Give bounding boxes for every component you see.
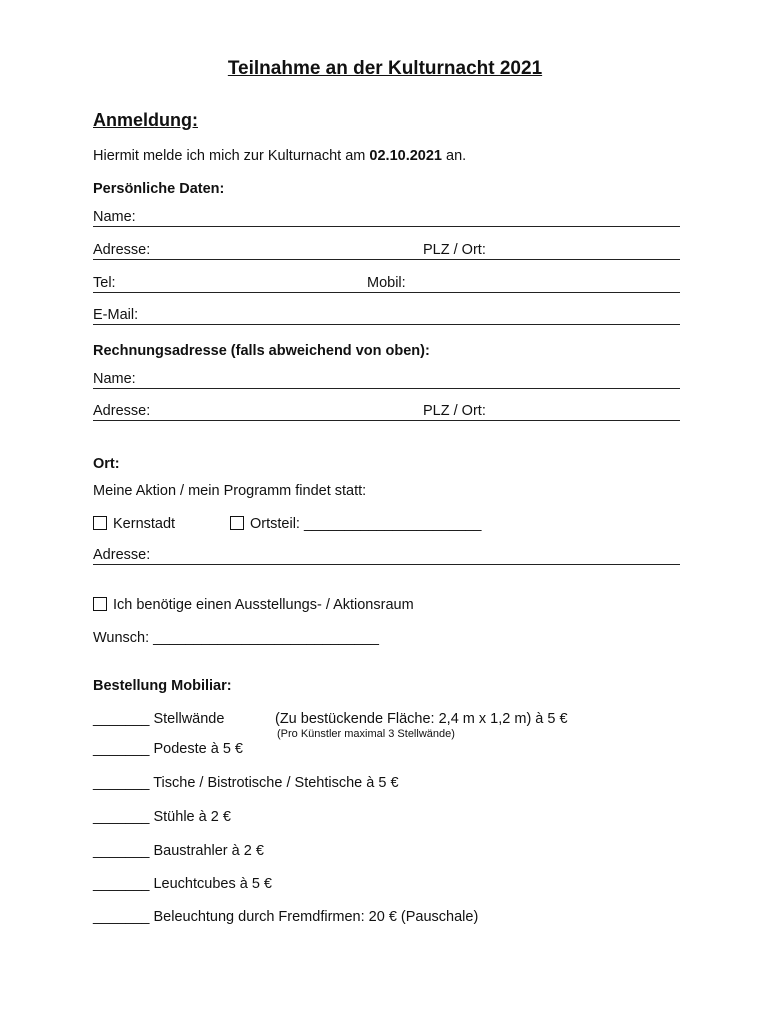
furniture-item-label: Stühle à 2 €	[153, 809, 231, 825]
intro-before: Hiermit melde ich mich zur Kulturnacht am	[93, 148, 370, 164]
quantity-blank[interactable]: _______	[93, 843, 150, 859]
personal-tel-label: Tel:	[93, 275, 116, 291]
furniture-item-label: Beleuchtung durch Fremdfirmen: 20 € (Pauschale)	[153, 909, 479, 925]
furniture-row-stuehle	[93, 809, 231, 825]
furniture-row-beleuchtung	[93, 909, 478, 925]
quantity-blank[interactable]: _______	[93, 876, 150, 892]
intro-after: an.	[441, 148, 467, 164]
intro-text	[93, 148, 466, 164]
section-heading-furniture: Bestellung Mobiliar:	[93, 678, 232, 694]
furniture-row-stellwaende	[93, 711, 224, 727]
page-title: Teilnahme an der Kulturnacht 2021	[227, 58, 543, 79]
room-label: Ich benötige einen Ausstellungs- / Aktionsraum	[113, 597, 414, 613]
quantity-blank[interactable]: _______	[93, 909, 150, 925]
ortsteil-option[interactable]	[230, 516, 481, 532]
furniture-row-podeste	[93, 741, 243, 757]
quantity-blank[interactable]: _______	[93, 775, 150, 791]
billing-address-label: Adresse:	[93, 403, 151, 419]
kernstadt-label: Kernstadt	[113, 516, 176, 532]
furniture-row-leuchtcubes	[93, 876, 272, 892]
personal-email-label: E-Mail:	[93, 307, 139, 323]
personal-plz-label: PLZ / Ort:	[423, 242, 486, 258]
personal-name-label: Name:	[93, 209, 136, 225]
room-checkbox[interactable]	[93, 597, 107, 611]
ortsteil-checkbox[interactable]	[230, 516, 244, 530]
quantity-blank[interactable]: _______	[93, 711, 150, 727]
kernstadt-checkbox[interactable]	[93, 516, 107, 530]
personal-mobil-label: Mobil:	[367, 275, 406, 291]
billing-name-label: Name:	[93, 371, 136, 387]
personal-email-field[interactable]	[93, 324, 680, 325]
quantity-blank[interactable]: _______	[93, 741, 150, 757]
personal-phone-field[interactable]	[93, 292, 680, 293]
location-address-field[interactable]	[93, 564, 680, 565]
furniture-row-tische	[93, 775, 399, 791]
section-heading-billing: Rechnungsadresse (falls abweichend von oben):	[93, 343, 430, 359]
wish-field[interactable]: Wunsch: ____________________________	[93, 630, 379, 646]
section-heading-anmeldung: Anmeldung:	[93, 110, 198, 130]
kernstadt-option[interactable]	[93, 516, 175, 532]
stellwaende-subnote: (Pro Künstler maximal 3 Stellwände)	[277, 728, 455, 740]
furniture-item-label: Tische / Bistrotische / Stehtische à 5 €	[153, 775, 399, 791]
section-heading-location: Ort:	[93, 456, 120, 472]
ortsteil-label: Ortsteil: ______________________	[250, 516, 482, 532]
billing-name-field[interactable]	[93, 388, 680, 389]
furniture-item-label: Leuchtcubes à 5 €	[153, 876, 272, 892]
furniture-item-label: Baustrahler à 2 €	[153, 843, 264, 859]
billing-address-field[interactable]	[93, 420, 680, 421]
room-option[interactable]	[93, 597, 414, 613]
personal-name-field[interactable]	[93, 226, 680, 227]
furniture-row-baustrahler	[93, 843, 264, 859]
billing-plz-label: PLZ / Ort:	[423, 403, 486, 419]
quantity-blank[interactable]: _______	[93, 809, 150, 825]
section-heading-personal: Persönliche Daten:	[93, 181, 225, 197]
location-address-label: Adresse:	[93, 547, 151, 563]
personal-address-label: Adresse:	[93, 242, 151, 258]
personal-address-field[interactable]	[93, 259, 680, 260]
event-date: 02.10.2021	[369, 148, 442, 164]
furniture-item-label: Stellwände	[153, 711, 225, 727]
location-question: Meine Aktion / mein Programm findet statt:	[93, 483, 367, 499]
stellwaende-note: (Zu bestückende Fläche: 2,4 m x 1,2 m) à 5 €	[275, 711, 568, 727]
furniture-item-label: Podeste à 5 €	[153, 741, 243, 757]
